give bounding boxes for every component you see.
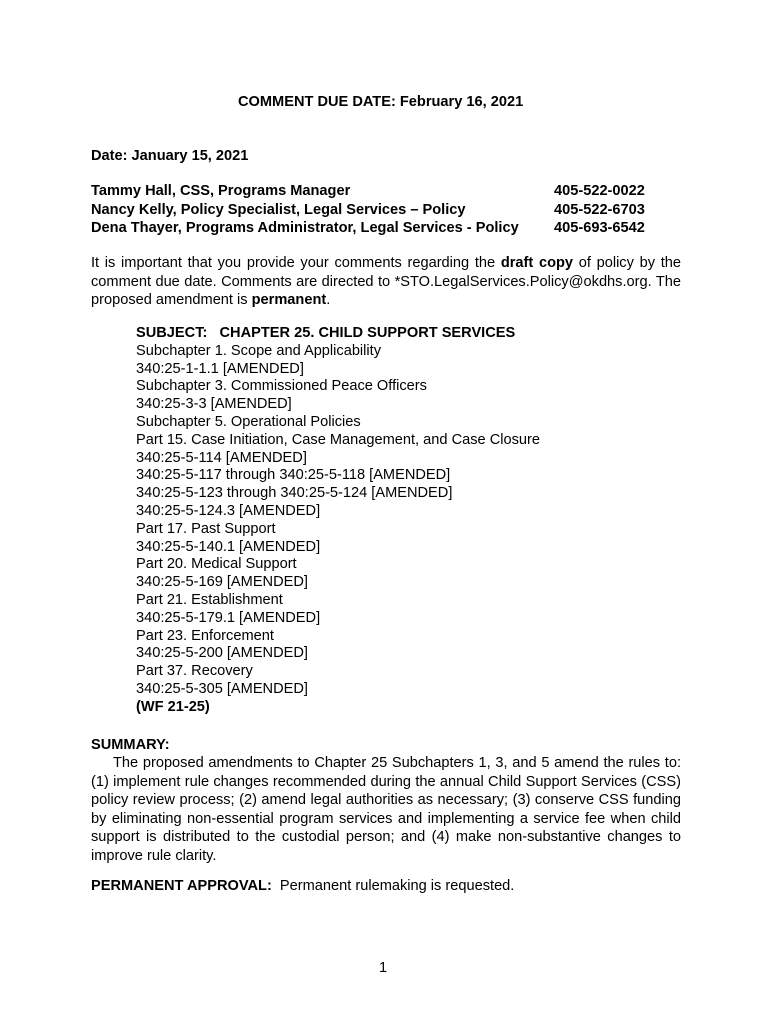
intro-paragraph xyxy=(91,254,681,310)
permanent-approval-text: Permanent rulemaking is requested. xyxy=(271,878,515,894)
contact-row xyxy=(91,182,651,201)
subject-item: 340:25-5-114 [AMENDED] xyxy=(136,449,307,466)
subject-item: Subchapter 3. Commissioned Peace Officers xyxy=(136,378,427,395)
comment-due-date: COMMENT DUE DATE: February 16, 2021 xyxy=(238,94,524,110)
contact-name: Tammy Hall, CSS, Programs Manager xyxy=(91,183,351,199)
subject-item: 340:25-5-124.3 [AMENDED] xyxy=(136,502,321,519)
subject-item: 340:25-5-179.1 [AMENDED] xyxy=(136,609,321,626)
subject-item: 340:25-5-200 [AMENDED] xyxy=(136,645,308,662)
intro-text: . xyxy=(326,292,331,308)
contact-phone: 405-522-0022 xyxy=(554,183,645,199)
subject-item: 340:25-3-3 [AMENDED] xyxy=(136,396,292,413)
subject-item: 340:25-5-123 through 340:25-5-124 [AMENDED] xyxy=(136,485,453,502)
intro-text: It is important that you provide your comments regarding the xyxy=(91,255,501,271)
permanent-emphasis: permanent xyxy=(251,292,327,308)
subject-item: 340:25-5-140.1 [AMENDED] xyxy=(136,538,321,555)
subject-item: 340:25-1-1.1 [AMENDED] xyxy=(136,360,304,377)
subject-item: Subchapter 5. Operational Policies xyxy=(136,413,361,430)
draft-copy-emphasis: draft copy xyxy=(500,255,574,271)
subject-item: 340:25-5-117 through 340:25-5-118 [AMENDED] xyxy=(136,467,451,484)
subject-item: Part 17. Past Support xyxy=(136,520,276,537)
intro-text: of policy by the comment due date. Comments are directed to *STO.LegalServices.Policy@okdhs.org. The proposed amendment is xyxy=(91,255,681,308)
summary-heading: SUMMARY: xyxy=(91,737,170,753)
contact-row xyxy=(91,219,651,238)
subject-item: 340:25-5-169 [AMENDED] xyxy=(136,574,308,591)
contact-phone: 405-522-6703 xyxy=(554,201,645,218)
subject-item: Part 23. Enforcement xyxy=(136,627,274,644)
subject-item: Subchapter 1. Scope and Applicability xyxy=(136,342,382,359)
subject-item: Part 37. Recovery xyxy=(136,663,253,680)
subject-block xyxy=(136,325,540,717)
summary-text: The proposed amendments to Chapter 25 Subchapters 1, 3, and 5 amend the rules to: (1) implement rule changes recommended during the annual Child Support Services (CSS) policy review process; (2) amend legal authorities as necessary; (3) conserve CSS funding by eliminating non-essential program services and implementing a service fee when child support is distributed to the custodial person; and (4) make non-substantive changes to improve rule clarity. xyxy=(91,755,681,864)
page-number: 1 xyxy=(379,960,388,976)
subject-item: Part 21. Establishment xyxy=(136,591,283,608)
contact-phone: 405-693-6542 xyxy=(554,220,645,236)
contact-list xyxy=(91,182,651,238)
contact-name: Nancy Kelly, Policy Specialist, Legal Services – Policy xyxy=(91,201,466,218)
subject-item: Part 15. Case Initiation, Case Management, and Case Closure xyxy=(136,431,540,448)
permanent-approval-label: PERMANENT APPROVAL: xyxy=(91,878,272,894)
document-date: Date: January 15, 2021 xyxy=(91,148,249,164)
subject-code: (WF 21-25) xyxy=(136,698,210,715)
subject-heading: SUBJECT: CHAPTER 25. CHILD SUPPORT SERVICES xyxy=(136,325,516,341)
contact-row xyxy=(91,201,651,220)
subject-item: Part 20. Medical Support xyxy=(136,556,297,573)
contact-name: Dena Thayer, Programs Administrator, Legal Services - Policy xyxy=(91,220,519,236)
permanent-approval xyxy=(91,878,514,894)
subject-item: 340:25-5-305 [AMENDED] xyxy=(136,680,308,697)
